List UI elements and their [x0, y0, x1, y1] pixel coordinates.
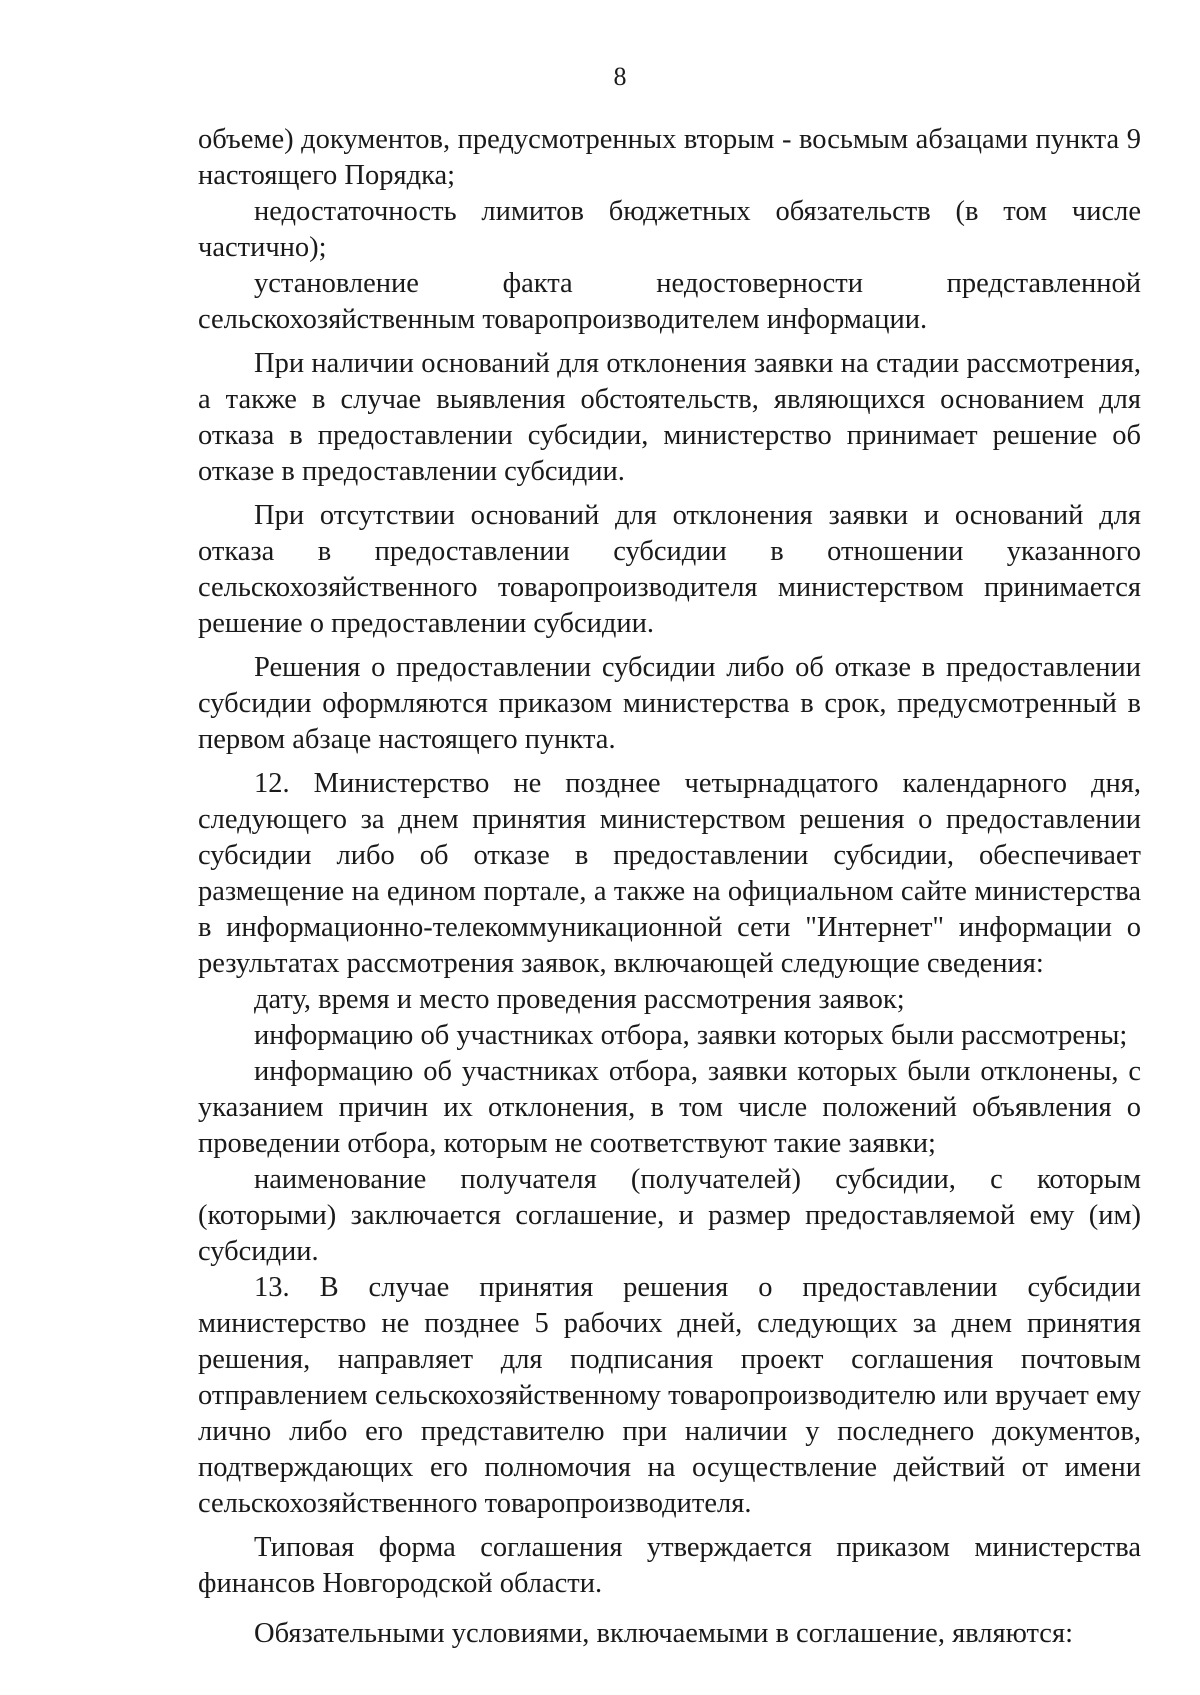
paragraph: информацию об участниках отбора, заявки которых были отклонены, с указанием причин их отклонения, в том числе положений объявления о проведении отбора, которым не соответствуют такие заявки; — [198, 1056, 1141, 1159]
paragraph: Обязательными условиями, включаемыми в соглашение, являются: — [254, 1618, 1073, 1649]
paragraph: Типовая форма соглашения утверждается приказом министерства финансов Новгородской области. — [198, 1532, 1141, 1599]
document-body — [198, 122, 1141, 1652]
paragraph: наименование получателя (получателей) субсидии, с которым (которыми) заключается соглашение, и размер предоставляемой ему (им) субсидии. — [198, 1164, 1141, 1267]
paragraph: установление факта недостоверности представленной сельскохозяйственным товаропроизводителем информации. — [198, 268, 1141, 335]
paragraph-item-12: 12. Министерство не позднее четырнадцатого календарного дня, следующего за днем принятия министерством решения о предоставлении субсидии либо об отказе в предоставлении субсидии, обеспечивает размещение на едином портале, а также на официальном сайте министерства в информационно-телекоммуникационной сети "Интернет" информации о результатах рассмотрения заявок, включающей следующие сведения: — [198, 768, 1141, 979]
paragraph-item-13: 13. В случае принятия решения о предоставлении субсидии министерство не позднее 5 рабочих дней, следующих за днем принятия решения, направляет для подписания проект соглашения почтовым отправлением сельскохозяйственному товаропроизводителю или вручает ему лично либо его представителю при наличии у последнего документов, подтверждающих его полномочия на осуществление действий от имени сельскохозяйственного товаропроизводителя. — [198, 1272, 1141, 1519]
page-number: 8 — [613, 62, 627, 91]
paragraph: недостаточность лимитов бюджетных обязательств (в том числе частично); — [198, 196, 1141, 263]
paragraph: информацию об участниках отбора, заявки которых были рассмотрены; — [254, 1020, 1128, 1051]
paragraph-continuation: объеме) документов, предусмотренных вторым - восьмым абзацами пункта 9 настоящего Порядка; — [198, 124, 1141, 191]
paragraph: При отсутствии оснований для отклонения заявки и оснований для отказа в предоставлении субсидии в отношении указанного сельскохозяйственного товаропроизводителя министерством принимается решение о предоставлении субсидии. — [198, 500, 1141, 639]
paragraph: При наличии оснований для отклонения заявки на стадии рассмотрения, а также в случае выявления обстоятельств, являющихся основанием для отказа в предоставлении субсидии, министерство принимает решение об отказе в предоставлении субсидии. — [198, 348, 1141, 487]
paragraph: дату, время и место проведения рассмотрения заявок; — [254, 984, 905, 1015]
paragraph: Решения о предоставлении субсидии либо об отказе в предоставлении субсидии оформляются приказом министерства в срок, предусмотренный в первом абзаце настоящего пункта. — [198, 652, 1141, 755]
